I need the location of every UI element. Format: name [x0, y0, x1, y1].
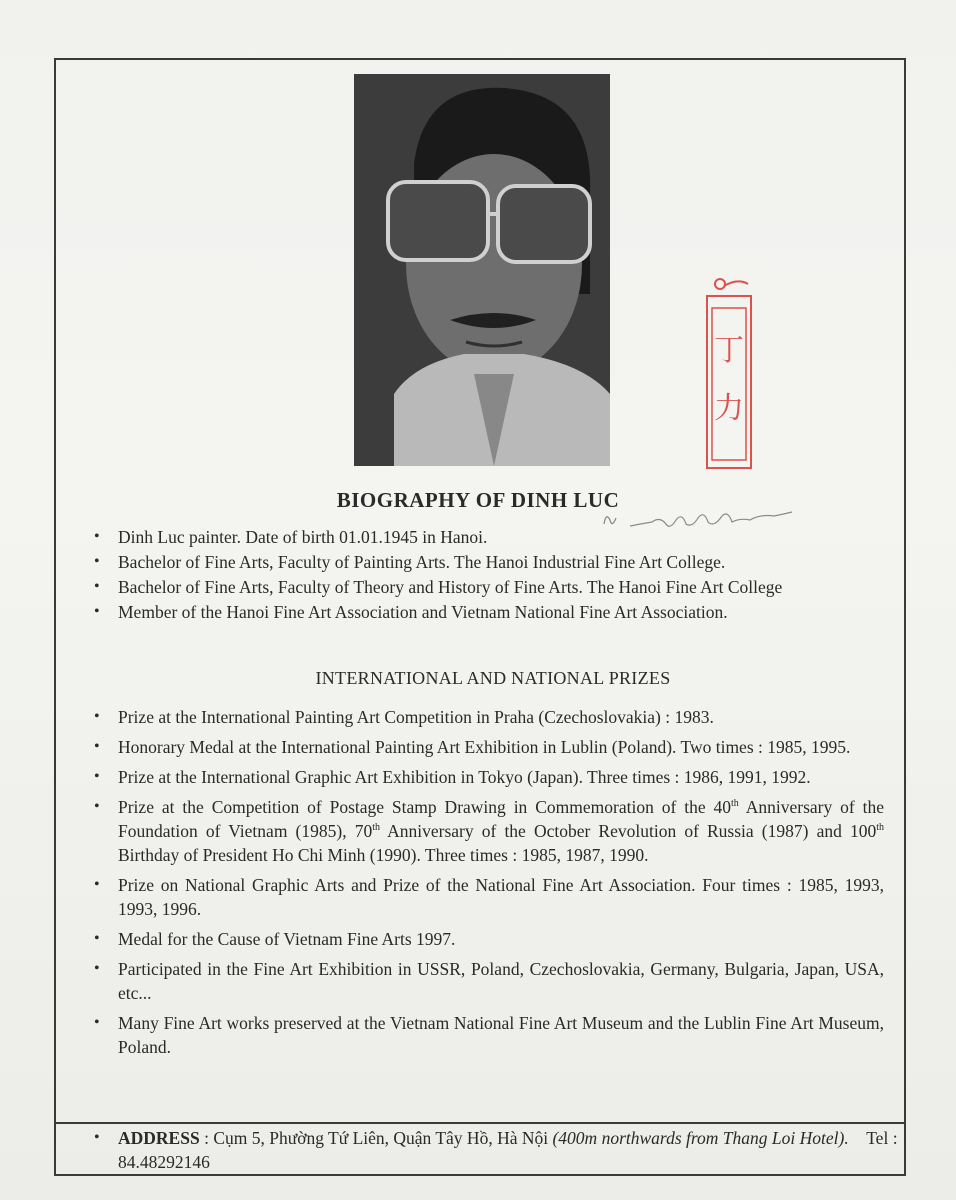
list-item: • Prize at the International Graphic Art Exhibition in Tokyo (Japan). Three times : 1986, 1991, 1992.	[94, 765, 884, 789]
list-item: • Bachelor of Fine Arts, Faculty of Painting Arts. The Hanoi Industrial Fine Art College.	[94, 550, 884, 574]
list-item: • Prize at the International Painting Art Competition in Praha (Czechoslovakia) : 1983.	[94, 705, 884, 729]
portrait-photo	[354, 74, 610, 466]
svg-text:力: 力	[714, 391, 744, 426]
page-title: BIOGRAPHY OF DINH LUC	[336, 488, 620, 512]
prizes-list	[94, 705, 884, 1065]
svg-text:丁: 丁	[714, 333, 744, 368]
tel-number: 84.48292146	[118, 1152, 210, 1172]
biography-list	[94, 525, 884, 625]
list-item: • Many Fine Art works preserved at the Vietnam National Fine Art Museum and the Lublin Fine Art Museum, Poland.	[94, 1011, 884, 1059]
list-item: • Dinh Luc painter. Date of birth 01.01.1945 in Hanoi.	[94, 525, 884, 549]
list-item: • Prize on National Graphic Arts and Prize of the National Fine Art Association. Four times : 1985, 1993, 1993, 1996.	[94, 873, 884, 921]
tel-label: Tel :	[866, 1128, 898, 1148]
list-item: • Bachelor of Fine Arts, Faculty of Theory and History of Fine Arts. The Hanoi Fine Art College	[94, 575, 884, 599]
address-separator: :	[199, 1128, 214, 1148]
list-item: • Medal for the Cause of Vietnam Fine Arts 1997.	[94, 927, 884, 951]
address-value: Cụm 5, Phường Tứ Liên, Quận Tây Hồ, Hà Nội	[213, 1128, 549, 1148]
prizes-heading: INTERNATIONAL AND NATIONAL PRIZES	[315, 668, 671, 688]
list-item: • Prize at the Competition of Postage Stamp Drawing in Commemoration of the 40th Anniversary of the Foundation of Vietnam (1985), 70th Anniversary of the October Revolution of Russia (1987) and 100th Birthday of President Ho Chi Minh (1990). Three times : 1985, 1987, 1990.	[94, 795, 884, 867]
list-item: • Participated in the Fine Art Exhibition in USSR, Poland, Czechoslovakia, Germany, Bulgaria, Japan, USA, etc...	[94, 957, 884, 1005]
address-line	[94, 1126, 908, 1174]
address-label: ADDRESS	[118, 1128, 200, 1148]
address-note: (400m northwards from Thang Loi Hotel).	[552, 1128, 849, 1148]
list-item: • Honorary Medal at the International Painting Art Exhibition in Lublin (Poland). Two times : 1985, 1995.	[94, 735, 884, 759]
list-item: • Member of the Hanoi Fine Art Association and Vietnam National Fine Art Association.	[94, 600, 884, 624]
red-seal-stamp	[704, 274, 754, 470]
